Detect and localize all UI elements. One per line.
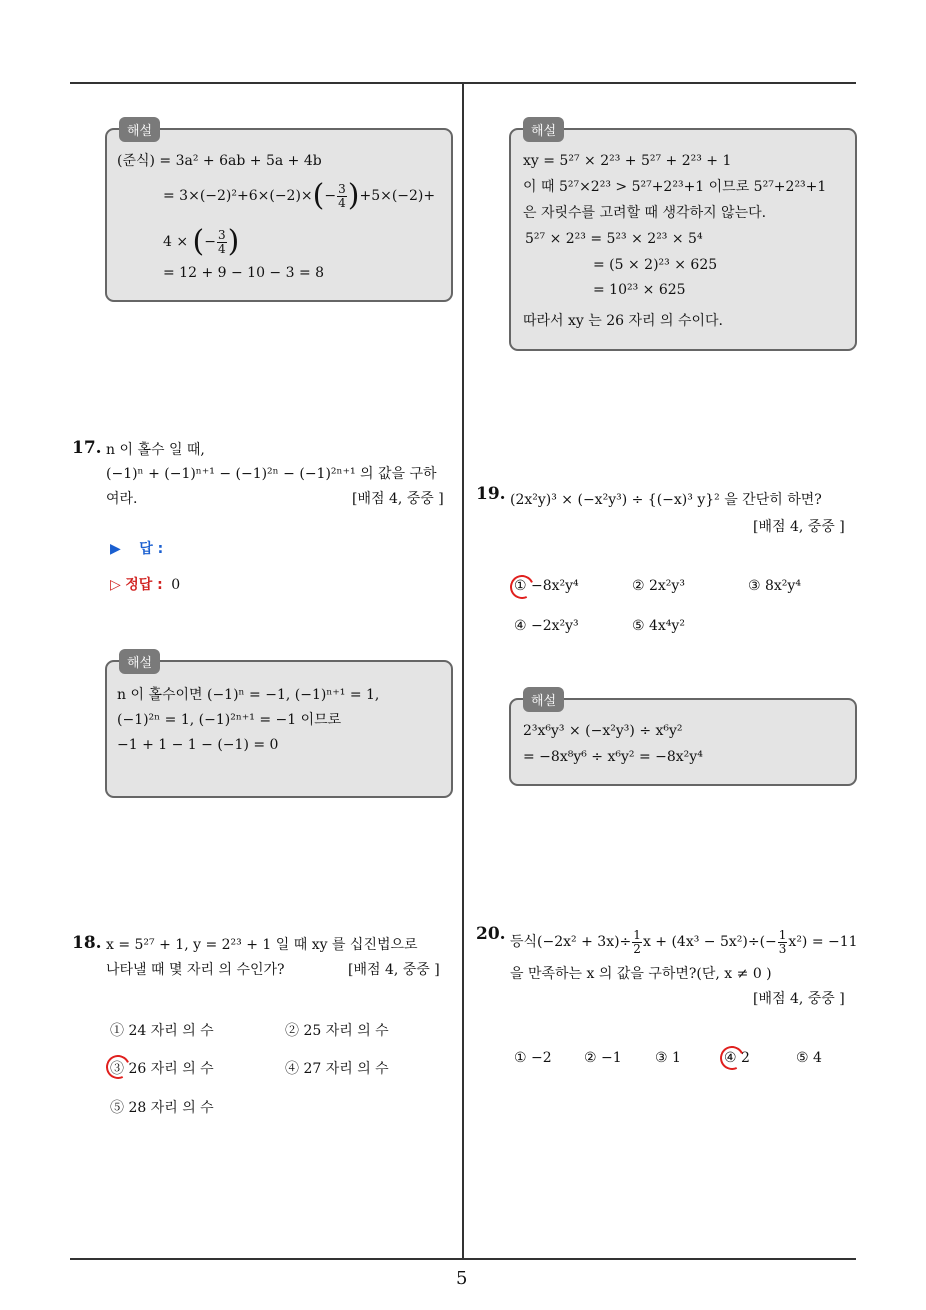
solution-line: = 12 + 9 − 10 − 3 = 8 [163, 265, 325, 281]
answer-row [110, 538, 163, 558]
solution-line: 따라서 xy 는 26 자리 의 수이다. [523, 313, 724, 329]
question-text: 나타낼 때 몇 자리 의 수인가? [106, 962, 285, 978]
correct-label: 정답 : [125, 577, 163, 593]
column-divider [462, 83, 464, 1259]
solution-line: = 10²³ × 625 [593, 282, 686, 298]
solution-line: −1 + 1 − 1 − (−1) = 0 [117, 737, 279, 753]
answer-label: 답 : [139, 541, 164, 557]
selected-answer-circle-icon [507, 572, 538, 603]
solution-line: 은 자릿수를 고려할 때 생각하지 않는다. [523, 205, 767, 221]
choice-2[interactable]: ② 2x²y³ [632, 578, 685, 594]
question-text: 을 만족하는 x 의 값을 구하면?(단, x ≠ 0 ) [510, 966, 772, 982]
selected-answer-circle-icon [717, 1043, 748, 1074]
choice-4[interactable]: ④ −2x²y³ [514, 618, 579, 634]
correct-value: 0 [171, 577, 181, 593]
correct-answer-row [110, 574, 180, 594]
solution-box-17 [105, 656, 453, 798]
choice-1[interactable]: ① −8x²y⁴ [514, 578, 579, 594]
choice-1[interactable]: ① 24 자리 의 수 [110, 1023, 214, 1039]
solution-tag: 해설 [523, 687, 564, 712]
solution-box-18 [509, 124, 857, 351]
solution-line: = 3×(−2)²+6×(−2)×(− $\frac{3}{4}$ )+5×(−2)+ [163, 178, 436, 213]
solution-tag: 해설 [523, 117, 564, 142]
solution-line: 이 때 5²⁷×2²³ > 5²⁷+2²³+1 이므로 5²⁷+2²³+1 [523, 179, 827, 195]
solution-tag: 해설 [119, 649, 160, 674]
choice-3[interactable]: ③ 26 자리 의 수 [110, 1061, 214, 1077]
solution-line: (−1)²ⁿ = 1, (−1)²ⁿ⁺¹ = −1 이므로 [117, 712, 342, 728]
question-text: 여라. [106, 491, 138, 507]
choice-2[interactable]: ② 25 자리 의 수 [285, 1023, 389, 1039]
solution-line: = (5 × 2)²³ × 625 [593, 257, 718, 273]
solution-box-16 [105, 124, 453, 302]
choice-4[interactable]: ④ 27 자리 의 수 [285, 1061, 389, 1077]
solution-line: n 이 홀수이면 (−1)ⁿ = −1, (−1)ⁿ⁺¹ = 1, [117, 687, 380, 703]
question-number: 20. [476, 924, 506, 944]
choice-5[interactable]: ⑤ 4x⁴y² [632, 618, 685, 634]
question-text: 등식(−2x² + 3x)÷ $\frac{1}{2}$ x + (4x³ − 5x²)÷(− $\frac{1}{3}$ x²) = −11 [510, 927, 858, 956]
page-number: 5 [456, 1268, 468, 1289]
solution-line: (준식) = 3a² + 6ab + 5a + 4b [117, 153, 322, 169]
solution-box-19 [509, 694, 857, 786]
choice-2[interactable]: ② −1 [584, 1050, 622, 1066]
choice-5[interactable]: ⑤ 4 [796, 1050, 822, 1066]
choice-4[interactable]: ④ 2 [724, 1050, 750, 1066]
solution-line: 5²⁷ × 2²³ = 5²³ × 2²³ × 5⁴ [525, 231, 703, 247]
choice-3[interactable]: ③ 8x²y⁴ [748, 578, 801, 594]
solution-line: = −8x⁸y⁶ ÷ x⁶y² = −8x²y⁴ [523, 749, 703, 765]
solution-line: 2³x⁶y³ × (−x²y³) ÷ x⁶y² [523, 723, 683, 739]
correct-arrow-icon: ▷ [110, 577, 121, 593]
question-text: (−1)ⁿ + (−1)ⁿ⁺¹ − (−1)²ⁿ − (−1)²ⁿ⁺¹ 의 값을 구하 [106, 466, 437, 482]
question-text: (2x²y)³ × (−x²y³) ÷ {(−x)³ y}² 을 간단히 하면? [510, 492, 822, 508]
question-number: 18. [72, 933, 102, 953]
bottom-rule [70, 1258, 856, 1260]
solution-tag: 해설 [119, 117, 160, 142]
question-meta: [배점 4, 중중 ] [753, 519, 845, 535]
choice-1[interactable]: ① −2 [514, 1050, 552, 1066]
question-meta: [배점 4, 중중 ] [753, 991, 845, 1007]
question-meta: [배점 4, 중중 ] [348, 962, 440, 978]
choice-5[interactable]: ⑤ 28 자리 의 수 [110, 1100, 214, 1116]
question-text: x = 5²⁷ + 1, y = 2²³ + 1 일 때 xy 를 십진법으로 [106, 937, 418, 953]
question-meta: [배점 4, 중중 ] [352, 491, 444, 507]
question-number: 17. [72, 438, 102, 458]
solution-line: xy = 5²⁷ × 2²³ + 5²⁷ + 2²³ + 1 [523, 153, 732, 169]
choice-3[interactable]: ③ 1 [655, 1050, 681, 1066]
question-number: 19. [476, 484, 506, 504]
solution-line: 4 × (− $\frac{3}{4}$ ) [163, 224, 240, 259]
question-text: n 이 홀수 일 때, [106, 442, 205, 458]
answer-arrow-icon: ▶ [110, 541, 121, 557]
